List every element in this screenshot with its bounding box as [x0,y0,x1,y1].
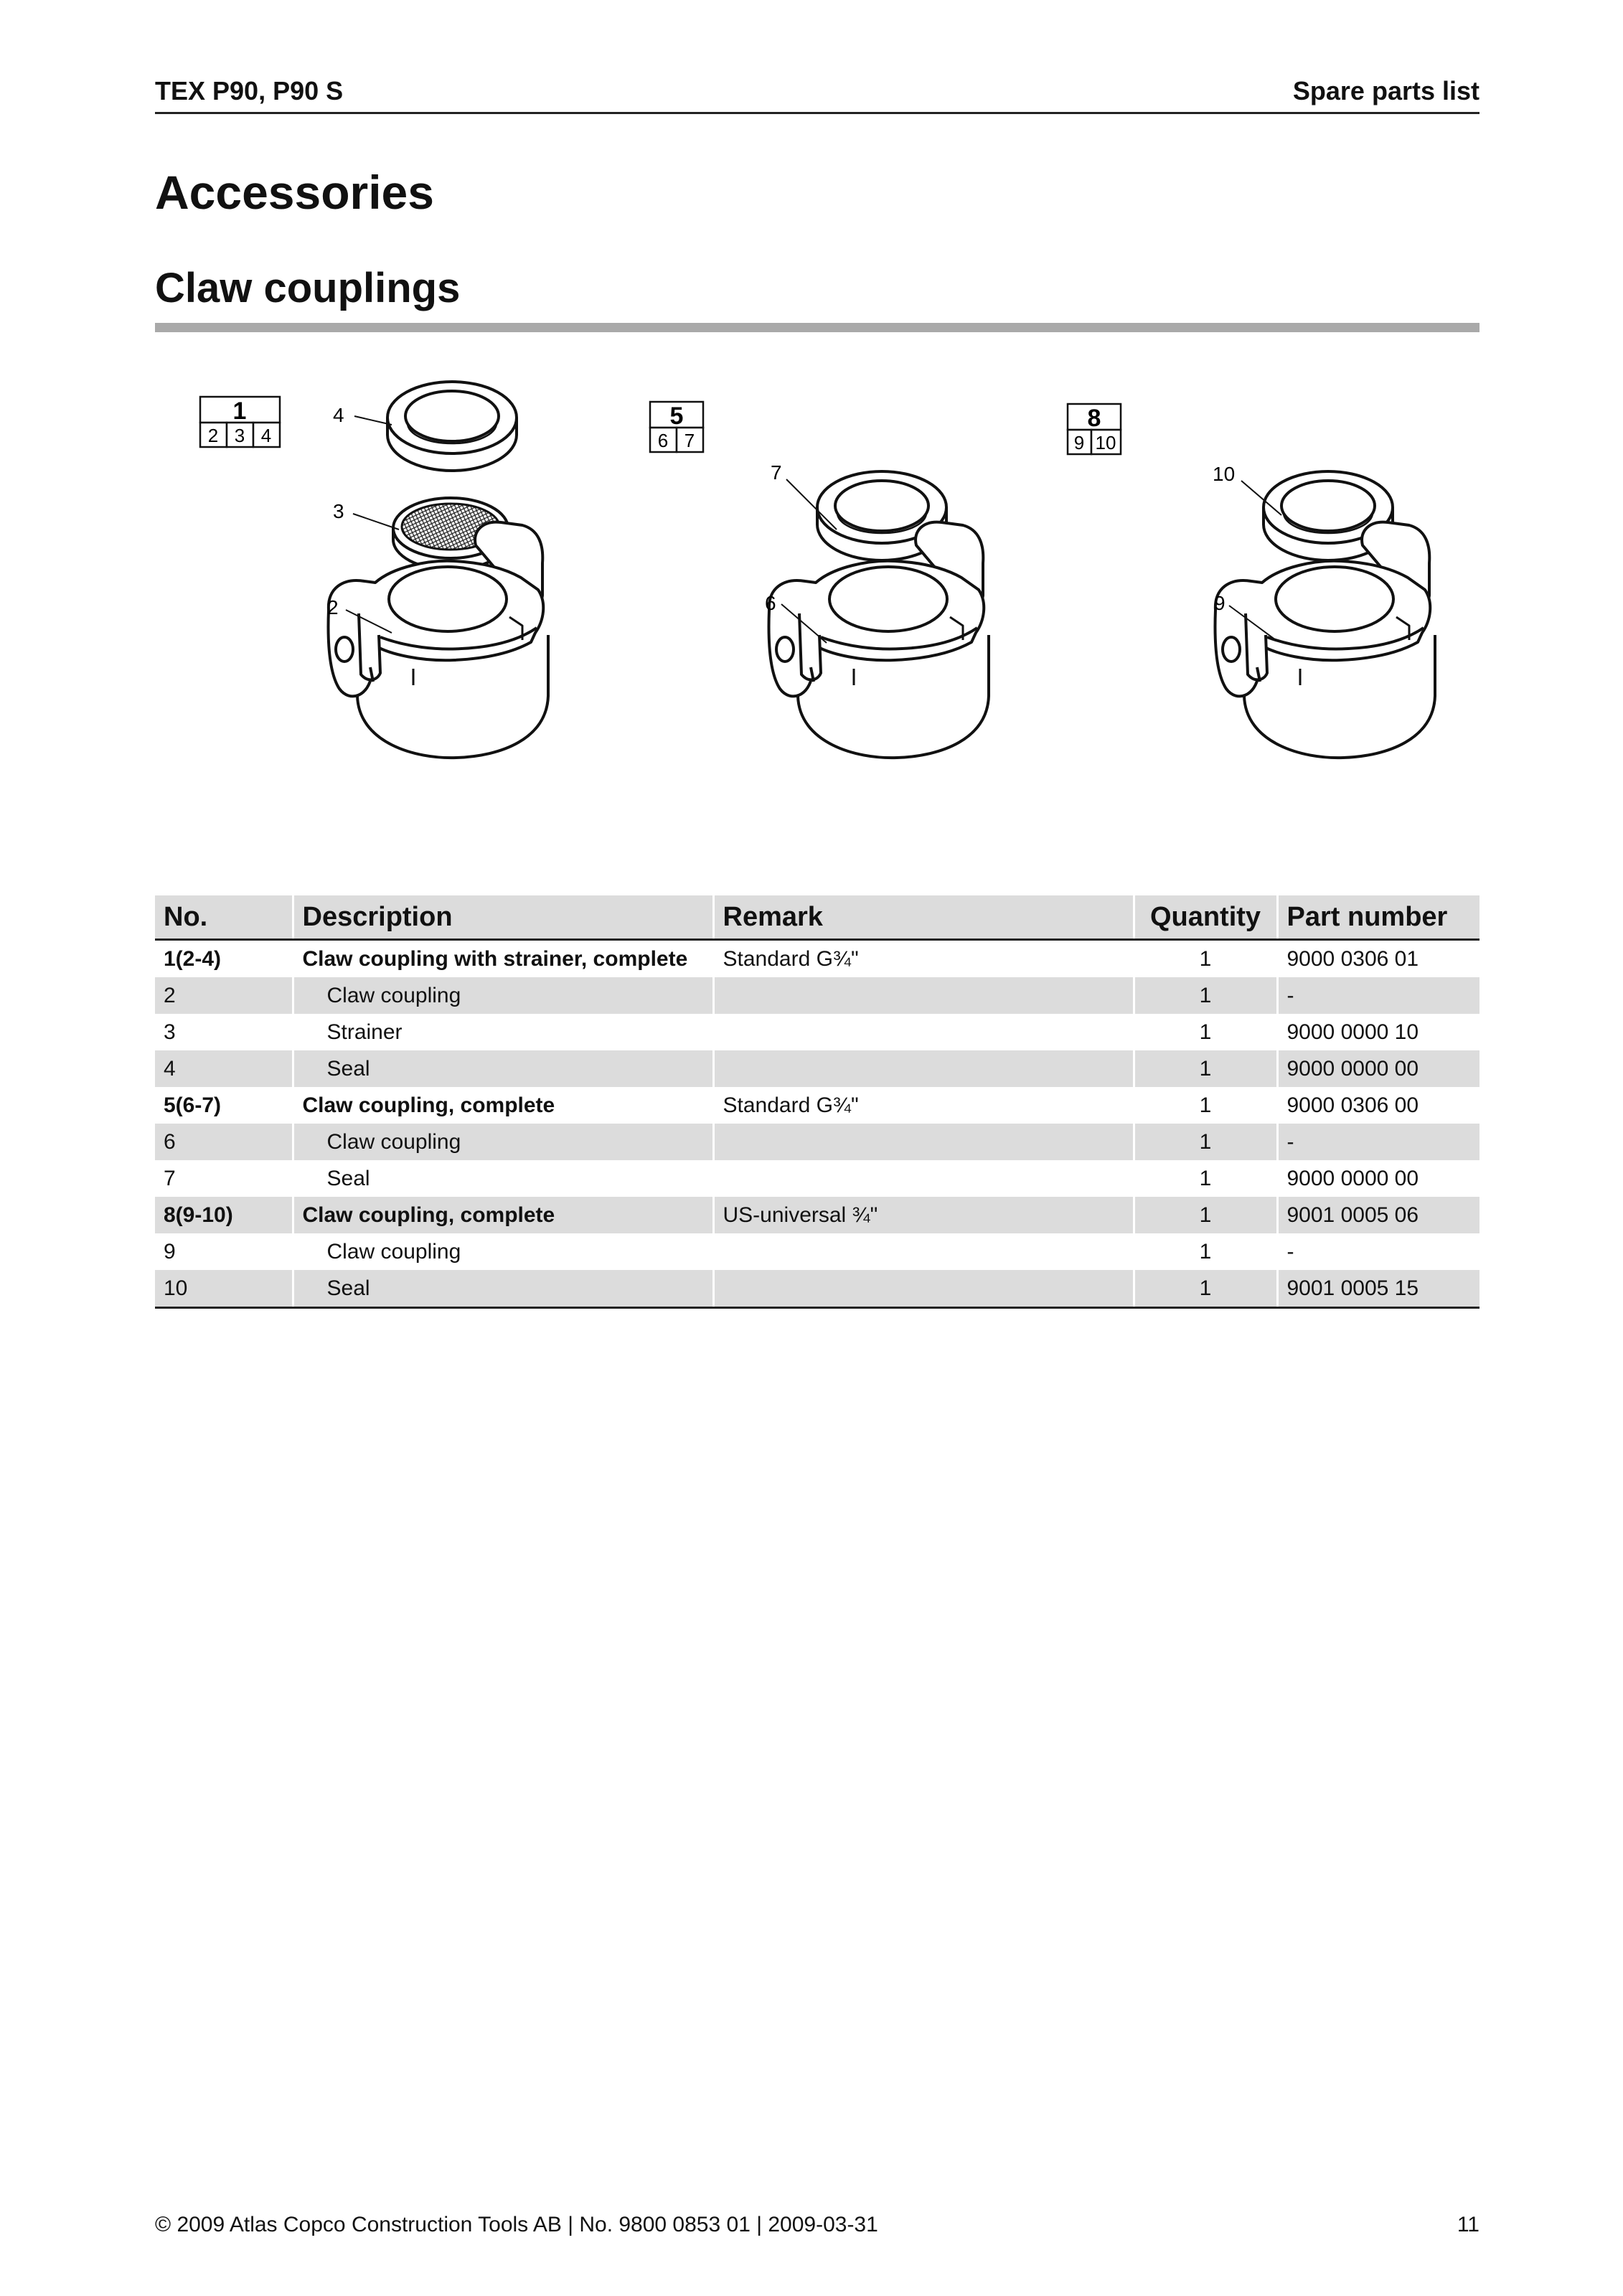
cell-no: 9 [155,1233,293,1270]
table-row [155,940,1479,978]
group-main-8: 8 [1087,405,1101,432]
cell-no: 2 [155,977,293,1014]
table-row [155,1270,1479,1308]
group-main-1: 1 [232,397,247,425]
cell-description: Seal [293,1160,713,1197]
group-main-5: 5 [669,403,684,430]
col-header-quantity: Quantity [1134,895,1277,940]
cell-remark [713,1124,1134,1160]
group-sub-2: 2 [207,425,219,446]
header-section: Spare parts list [1292,76,1479,105]
cell-part-number: - [1286,1239,1294,1264]
cell-remark [713,1050,1134,1087]
cell-quantity: 1 [1134,1197,1277,1233]
cell-remark: Standard G¾" [713,940,1134,978]
cell-remark: Standard G¾" [713,1087,1134,1124]
cell-quantity: 1 [1134,1087,1277,1124]
group-sub-7: 7 [684,430,695,451]
group-sub-9: 9 [1073,432,1085,453]
cell-part-number: - [1277,977,1479,1014]
cell-remark [713,1014,1134,1050]
callout-4: 4 [333,404,344,426]
parts-table [155,895,1479,1309]
cell-no: 10 [155,1270,293,1308]
cell-remark [713,1160,1134,1197]
cell-part-number: 9000 0306 00 [1286,1093,1419,1117]
cell-quantity: 1 [1134,1270,1277,1308]
callout-2: 2 [327,596,339,618]
table-row [155,1160,1479,1197]
cell-description: Seal [293,1270,713,1308]
page-number: 11 [1457,2213,1479,2236]
seal-4-drawing [387,382,517,471]
cell-remark [713,1233,1134,1270]
table-row [155,1050,1479,1087]
exploded-view-figure [155,359,1479,875]
cell-no: 6 [155,1124,293,1160]
callout-9: 9 [1214,592,1226,614]
cell-part-number: 9001 0005 15 [1277,1270,1479,1308]
footer-copyright: © 2009 Atlas Copco Construction Tools AB | No. 9800 0853 01 | 2009-03-31 [155,2213,878,2236]
cell-quantity: 1 [1134,1233,1277,1270]
cell-quantity: 1 [1134,940,1277,978]
cell-remark [713,1270,1134,1308]
callout-6: 6 [765,592,776,614]
callout-10: 10 [1213,463,1236,485]
cell-no: 5(6-7) [155,1087,293,1124]
cell-description: Claw coupling [293,1233,713,1270]
cell-description: Strainer [293,1014,713,1050]
col-header-no: No. [155,895,293,940]
page-footer [155,2213,1479,2237]
section-title: Claw couplings [155,265,461,311]
table-row [155,1124,1479,1160]
cell-quantity: 1 [1134,1050,1277,1087]
group-sub-4: 4 [260,425,272,446]
table-row [155,977,1479,1014]
group-sub-6: 6 [657,430,669,451]
callout-3: 3 [333,500,344,522]
callout-7: 7 [771,461,782,484]
page-header [155,76,1479,114]
table-row [155,1197,1479,1233]
col-header-remark: Remark [713,895,1134,940]
section-rule [155,323,1479,332]
cell-description: Claw coupling [293,977,713,1014]
table-row [155,1233,1479,1270]
cell-no: 8(9-10) [155,1197,293,1233]
table-row [155,1087,1479,1124]
cell-quantity: 1 [1134,977,1277,1014]
group-sub-3: 3 [234,425,245,446]
cell-part-number: 9001 0005 06 [1277,1197,1479,1233]
cell-part-number: 9000 0000 10 [1286,1020,1419,1044]
header-product: TEX P90, P90 S [155,76,344,105]
table-header-row [155,895,1479,940]
group-sub-10: 10 [1095,432,1116,453]
cell-remark [713,977,1134,1014]
cell-part-number: 9000 0306 01 [1286,946,1419,971]
cell-no: 7 [155,1160,293,1197]
cell-remark: US-universal ¾" [713,1197,1134,1233]
col-header-part-number: Part number [1277,895,1479,940]
col-header-description: Description [293,895,713,940]
cell-description: Claw coupling, complete [293,1197,713,1233]
cell-part-number: 9000 0000 00 [1286,1166,1419,1190]
page-title: Accessories [155,166,434,219]
cell-part-number: 9000 0000 00 [1277,1050,1479,1087]
cell-no: 4 [155,1050,293,1087]
cell-quantity: 1 [1134,1160,1277,1197]
cell-quantity: 1 [1134,1014,1277,1050]
cell-quantity: 1 [1134,1124,1277,1160]
cell-description: Claw coupling with strainer, complete [293,940,713,978]
cell-description: Seal [293,1050,713,1087]
cell-description: Claw coupling [293,1124,713,1160]
cell-no: 1(2-4) [155,940,293,978]
cell-description: Claw coupling, complete [293,1087,713,1124]
cell-no: 3 [155,1014,293,1050]
table-row [155,1014,1479,1050]
cell-part-number: - [1277,1124,1479,1160]
